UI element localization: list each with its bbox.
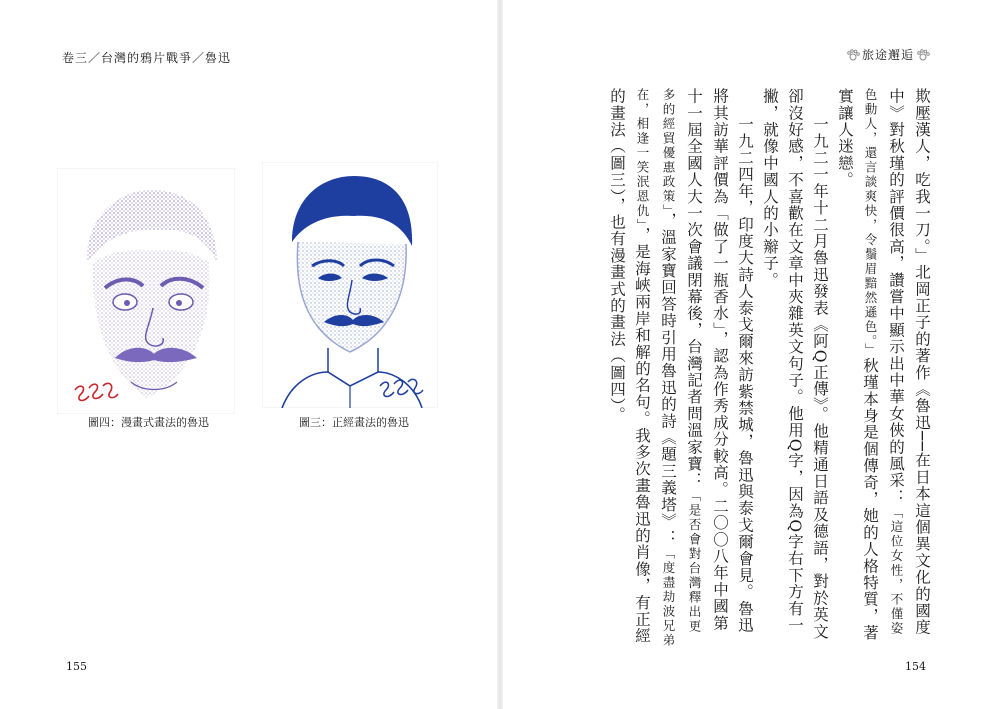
- page-number-left: 155: [66, 660, 87, 673]
- paragraph-3-end: ，是海峽兩岸和解的名句。我多次畫魯迅的肖像，有正經的畫法（圖三），也有漫畫式的畫法（圖四）。: [608, 88, 651, 645]
- paragraph-3-quote-2: 「度盡劫波兄弟在，相逢一笑泯恩仇」: [635, 88, 676, 648]
- paragraph-3-quote-1: 「是否會對台灣釋出更多的經貿優惠政策」: [661, 88, 702, 634]
- paragraph-1-text: 欺壓漢人，吃我一刀。」北岡正子的著作《魯迅──在日本這個異文化的國度中》對秋瑾的評價很高，讚嘗中顯示出中華女俠的風采：: [887, 88, 931, 636]
- page-number-right: 154: [905, 660, 926, 673]
- paragraph-2-text: 一九二一年十二月魯迅發表《阿Q正傳》。他精通日語及德語，對於英文卻沒好感，不喜歡在文章中夾雜英文句子。他用Q字，因為Q字右下方有一撇，就像中國人的小辮子。: [761, 88, 829, 640]
- paw-print-icon: [916, 48, 930, 62]
- paragraph-1: [832, 88, 934, 648]
- caricature-portrait-drawing: [57, 168, 235, 414]
- right-running-head-title: 旅途邂逅: [861, 48, 914, 62]
- left-running-head: 卷三／台灣的鴉片戰爭／魯迅: [62, 51, 232, 65]
- formal-portrait-drawing: [262, 162, 438, 408]
- page-gutter: [497, 0, 503, 709]
- paragraph-3: [604, 88, 757, 648]
- figure-formal-lu-xun: [262, 162, 438, 408]
- paw-print-icon: [846, 48, 860, 62]
- paragraph-3-text: 一九二四年，印度大詩人泰戈爾來訪紫禁城，魯迅與泰戈爾會見。魯迅將其訪華評價為「做了一瓶香水」，認為作秀成分較高。二〇〇八年中國第十一屆全國人大一次會議閉幕後，台灣記者問溫家寶：: [685, 88, 754, 634]
- figure-caption-3: 圖三：正經畫法的魯迅: [299, 416, 409, 429]
- right-running-head: [846, 46, 930, 63]
- figure-caricature-lu-xun: [57, 168, 235, 414]
- vertical-body-text: [560, 88, 934, 648]
- paragraph-2: [757, 88, 832, 648]
- figure-caption-4: 圖四：漫畫式畫法的魯迅: [88, 416, 209, 429]
- paragraph-1-quote: 「這位女性，不僅姿色動人，還言談爽快，令鬚眉黯然遜色。」: [863, 88, 904, 636]
- paragraph-1-end: 秋瑾本身是個傳奇，她的人格特質，著實讓人迷戀。: [836, 88, 879, 642]
- paragraph-3-mid: ，溫家寶回答時引用魯迅的詩《題三義塔》：: [659, 212, 677, 547]
